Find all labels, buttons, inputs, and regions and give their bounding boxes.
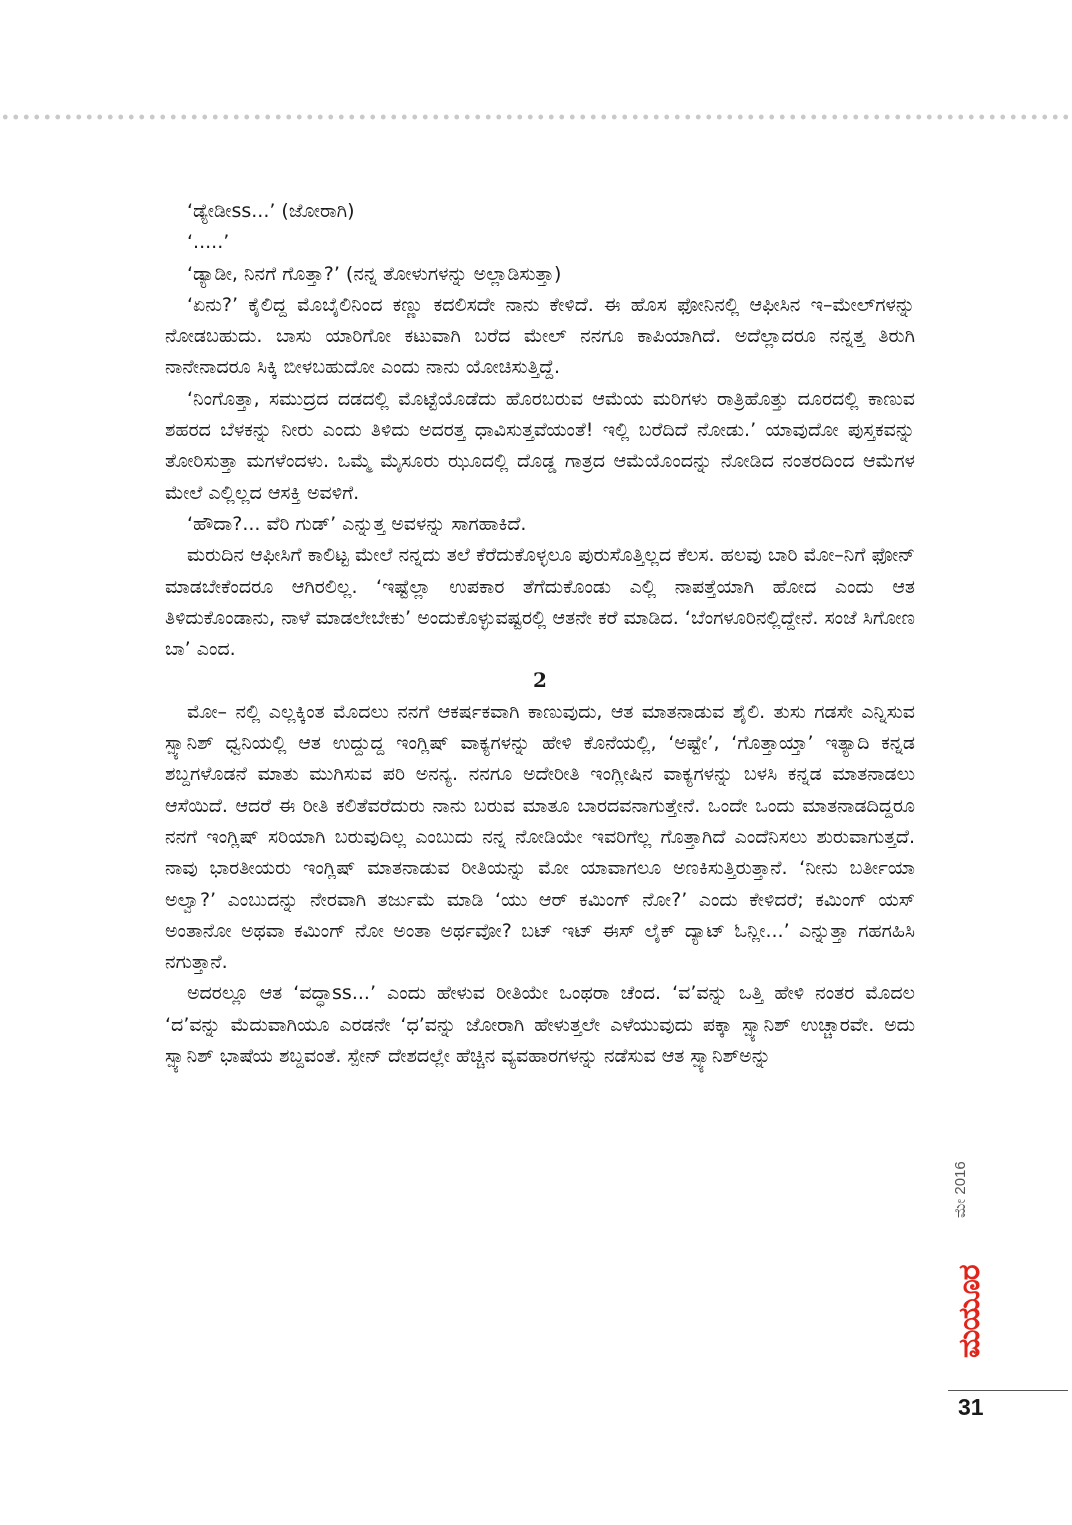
paragraph: ಮೋ– ನಲ್ಲಿ ಎಲ್ಲಕ್ಕಿಂತ ಮೊದಲು ನನಗೆ ಆಕರ್ಷಕವಾಗಿ ಕಾಣುವುದು, ಆತ ಮಾತನಾಡುವ ಶೈಲಿ. ತುಸು ಗಡಸೇ ಎನ್ನಿಸುವ ಸ್ಪ್ಯಾನಿಶ್ ಧ್ವನಿಯಲ್ಲಿ ಆತ ಉದ್ದುದ್ದ ಇಂಗ್ಲಿಷ್ ವಾಕ್ಯಗಳನ್ನು ಹೇಳಿ ಕೊನೆಯಲ್ಲಿ, ‘ಅಷ್ಟೇ’, ‘ಗೊತ್ತಾಯ್ತಾ’ ಇತ್ಯಾದಿ ಕನ್ನಡ ಶಬ್ದಗಳೊಡನೆ ಮಾತು ಮುಗಿಸುವ ಪರಿ ಅನನ್ಯ. ನನಗೂ ಅದೇರೀತಿ ಇಂಗ್ಲೀಷಿನ ವಾಕ್ಯಗಳನ್ನು ಬಳಸಿ ಕನ್ನಡ ಮಾತನಾಡಲು ಆಸೆಯಿದೆ. ಆದರೆ ಈ ರೀತಿ ಕಲಿತೆವರೆದುರು ನಾನು ಬರುವ ಮಾತೂ ಬಾರದವನಾಗುತ್ತೇನೆ. ಒಂದೇ ಒಂದು ಮಾತನಾಡದಿದ್ದರೂ ನನಗೆ ಇಂಗ್ಲಿಷ್ ಸರಿಯಾಗಿ ಬರುವುದಿಲ್ಲ ಎಂಬುದು ನನ್ನ ನೋಡಿಯೇ ಇವರಿಗೆಲ್ಲ ಗೊತ್ತಾಗಿದೆ ಎಂದೆನಿಸಲು ಶುರುವಾಗುತ್ತದೆ. ನಾವು ಭಾರತೀಯರು ಇಂಗ್ಲಿಷ್ ಮಾತನಾಡುವ ರೀತಿಯನ್ನು ಮೋ ಯಾವಾಗಲೂ ಅಣಕಿಸುತ್ತಿರುತ್ತಾನೆ. ‘ನೀನು ಬರ್ತೀಯಾ ಅಲ್ವಾ?’ ಎಂಬುದನ್ನು ನೇರವಾಗಿ ತರ್ಜುಮೆ ಮಾಡಿ ‘ಯು ಆರ್ ಕಮಿಂಗ್ ನೋ?’ ಎಂದು ಕೇಳಿದರೆ; ಕಮಿಂಗ್ ಯಸ್ ಅಂತಾನೋ ಅಥವಾ ಕಮಿಂಗ್ ನೋ ಅಂತಾ ಅರ್ಥವೋ? ಬಟ್ ಇಟ್ ಈಸ್ ಲೈಕ್ ದ್ಯಾಟ್ ಓನ್ಲೀ...’ ಎನ್ನುತ್ತಾ ಗಹಗಹಿಸಿ ನಗುತ್ತಾನೆ. [165, 700, 915, 974]
magazine-masthead [952, 1130, 988, 1370]
paragraph: ‘ಹೌದಾ?... ವೆರಿ ಗುಡ್’ ಎನ್ನುತ್ತ ಅವಳನ್ನು ಸಾಗಹಾಕಿದೆ. [187, 512, 527, 535]
issue-date: ಮೇ 2016 [952, 1161, 969, 1219]
section-number: 2 [533, 668, 547, 693]
paragraph: ‘ನಿಂಗೊತ್ತಾ, ಸಮುದ್ರದ ದಡದಲ್ಲಿ ಮೊಟ್ಟೆಯೊಡೆದು ಹೊರಬರುವ ಆಮೆಯ ಮರಿಗಳು ರಾತ್ರಿಹೊತ್ತು ದೂರದಲ್ಲಿ ಕಾಣುವ ಶಹರದ ಬೆಳಕನ್ನು ನೀರು ಎಂದು ತಿಳಿದು ಅದರತ್ತ ಧಾವಿಸುತ್ತವೆಯಂತೆ! ಇಲ್ಲಿ ಬರೆದಿದೆ ನೋಡು.’ ಯಾವುದೋ ಪುಸ್ತಕವನ್ನು ತೋರಿಸುತ್ತಾ ಮಗಳೆಂದಳು. ಒಮ್ಮೆ ಮೈಸೂರು ಝೂದಲ್ಲಿ ದೊಡ್ಡ ಗಾತ್ರದ ಆಮೆಯೊಂದನ್ನು ನೋಡಿದ ನಂತರದಿಂದ ಆಮೆಗಳ ಮೇಲೆ ಎಲ್ಲಿಲ್ಲದ ಆಸಕ್ತಿ ಅವಳಿಗೆ. [165, 387, 915, 504]
top-dotted-rule [0, 113, 1072, 121]
paragraph: ‘.....’ [187, 231, 230, 254]
paragraph: ‘ಡ್ಯಾಡೀ, ನಿನಗೆ ಗೊತ್ತಾ?’ (ನನ್ನ ತೋಳುಗಳನ್ನು ಅಲ್ಲಾಡಿಸುತ್ತಾ) [187, 262, 562, 285]
page-number: 31 [958, 1394, 984, 1420]
paragraph: ಅದರಲ್ಲೂ ಆತ ‘ವದ್ಧಾss...’ ಎಂದು ಹೇಳುವ ರೀತಿಯೇ ಒಂಥರಾ ಚೆಂದ. ‘ವ’ವನ್ನು ಒತ್ತಿ ಹೇಳಿ ನಂತರ ಮೊದಲ ‘ದ’ವನ್ನು ಮೆದುವಾಗಿಯೂ ಎರಡನೇ ‘ಧ’ವನ್ನು ಜೋರಾಗಿ ಹೇಳುತ್ತಲೇ ಎಳೆಯುವುದು ಪಕ್ಕಾ ಸ್ಪ್ಯಾನಿಶ್ ಉಚ್ಚಾರವೇ. ಅದು ಸ್ಪ್ಯಾನಿಶ್ ಭಾಷೆಯ ಶಬ್ದವಂತೆ. ಸ್ಪೇನ್ ದೇಶದಲ್ಲೇ ಹೆಚ್ಚಿನ ವ್ಯವಹಾರಗಳನ್ನು ನಡೆಸುವ ಆತ ಸ್ಪ್ಯಾನಿಶ್‌ಅನ್ನು [165, 982, 915, 1068]
paragraph: ‘ಡ್ಯೇಡೀss...’ (ಜೋರಾಗಿ) [187, 200, 355, 222]
folio-rule [948, 1390, 1068, 1391]
article-body [165, 196, 915, 1072]
paragraph: ‘ಏನು?’ ಕೈಲಿದ್ದ ಮೊಬೈಲಿನಿಂದ ಕಣ್ಣು ಕದಲಿಸದೇ ನಾನು ಕೇಳಿದೆ. ಈ ಹೊಸ ಫೋನಿನಲ್ಲಿ ಆಫೀಸಿನ ಇ–ಮೇಲ್‌ಗಳನ್ನು ನೋಡಬಹುದು. ಬಾಸು ಯಾರಿಗೋ ಕಟುವಾಗಿ ಬರೆದ ಮೇಲ್ ನನಗೂ ಕಾಪಿಯಾಗಿದೆ. ಅದೆಲ್ಲಾದರೂ ನನ್ನತ್ತ ತಿರುಗಿ ನಾನೇನಾದರೂ ಸಿಕ್ಕಿ ಬೀಳಬಹುದೋ ಎಂದು ನಾನು ಯೋಚಿಸುತ್ತಿದ್ದೆ. [165, 293, 915, 379]
magazine-logo: ಮಯೂರ [952, 1265, 987, 1359]
paragraph: ಮರುದಿನ ಆಫೀಸಿಗೆ ಕಾಲಿಟ್ಟ ಮೇಲೆ ನನ್ನದು ತಲೆ ಕೆರೆದುಕೊಳ್ಳಲೂ ಪುರುಸೊತ್ತಿಲ್ಲದ ಕೆಲಸ. ಹಲವು ಬಾರಿ ಮೋ–ನಿಗೆ ಫೋನ್ ಮಾಡಬೇಕೆಂದರೂ ಆಗಿರಲಿಲ್ಲ. ‘ಇಷ್ಟೆಲ್ಲಾ ಉಪಕಾರ ತೆಗೆದುಕೊಂಡು ಎಲ್ಲಿ ನಾಪತ್ತೆಯಾಗಿ ಹೋದ ಎಂದು ಆತ ತಿಳಿದುಕೊಂಡಾನು, ನಾಳೆ ಮಾಡಲೇಬೇಕು’ ಅಂದುಕೊಳ್ಳುವಷ್ಟರಲ್ಲಿ ಆತನೇ ಕರೆ ಮಾಡಿದ. ‘ಬೆಂಗಳೂರಿನಲ್ಲಿದ್ದೇನೆ. ಸಂಜೆ ಸಿಗೋಣ ಬಾ’ ಎಂದ. [165, 544, 915, 661]
